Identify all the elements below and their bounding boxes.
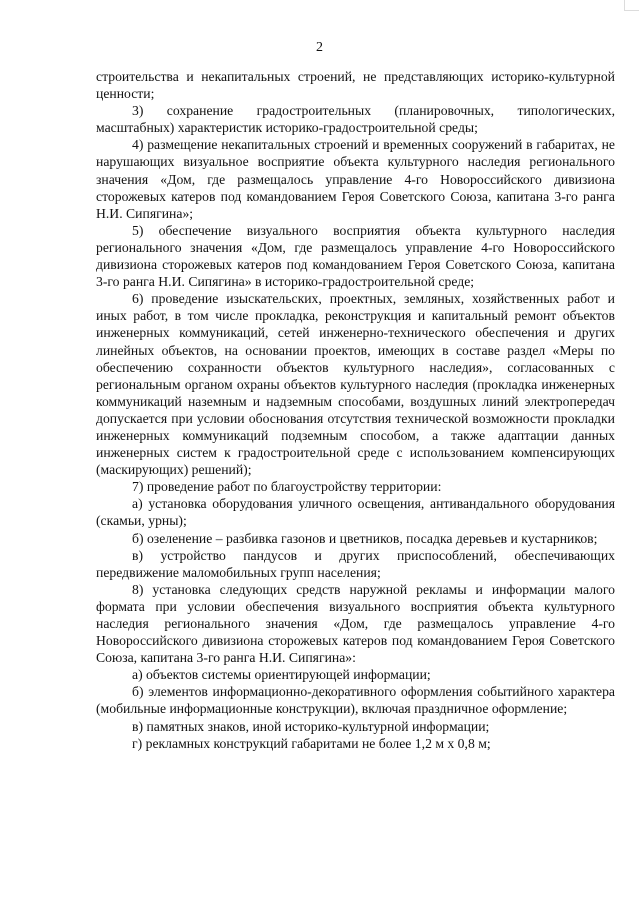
paragraph-item-7a: а) установка оборудования уличного освещения, антивандального оборудования (скамьи, урны);	[96, 496, 615, 529]
paragraph-item-5: 5) обеспечение визуального восприятия объекта культурного наследия регионального значения «Дом, где размещалось управление 4-го Новороссийского дивизиона сторожевых катеров под командованием Героя Советского Союза, капитана 3-го ранга Н.И. Сипягина» в историко-градостроительной среде;	[96, 222, 615, 290]
paragraph-continuation: строительства и некапитальных строений, не представляющих историко-культурной ценности;	[96, 69, 615, 102]
document-body	[96, 68, 615, 752]
paragraph-item-6: 6) проведение изыскательских, проектных, земляных, хозяйственных работ и иных работ, в том числе прокладка, реконструкция и капитальный ремонт объектов инженерных коммуникаций, сетей инженерно-технического обеспечения и других линейных объектов, на основании проектов, имеющих в составе раздел «Меры по обеспечению сохранности объектов культурного наследия», согласованных с региональным органом охраны объектов культурного наследия (прокладка инженерных коммуникаций наземным и надземным способами, воздушных линий электропередач допускается при условии обоснования отсутствия технической возможности прокладки инженерных коммуникаций подземным способом, а также адаптации данных инженерных систем к градостроительной среде с использованием компенсирующих (маскирующих) решений);	[96, 291, 615, 478]
paragraph-item-8b: б) элементов информационно-декоративного оформления событийного характера (мобильные информационные конструкции), включая праздничное оформление;	[96, 684, 615, 717]
paragraph-item-8: 8) установка следующих средств наружной рекламы и информации малого формата при условии обеспечения визуального восприятия объекта культурного наследия регионального значения «Дом, где размещалось управление 4-го Новороссийского дивизиона сторожевых катеров под командованием Героя Советского Союза, капитана 3-го ранга Н.И. Сипягина»:	[96, 581, 615, 666]
paragraph-item-4: 4) размещение некапитальных строений и временных сооружений в габаритах, не нарушающих визуальное восприятие объекта культурного наследия регионального значения «Дом, где размещалось управление 4-го Новороссийского дивизиона сторожевых катеров под командованием Героя Советского Союза, капитана 3-го ранга Н.И. Сипягина»;	[96, 137, 615, 221]
paragraph-item-3: 3) сохранение градостроительных (планировочных, типологических, масштабных) характеристик историко-градостроительной среды;	[96, 103, 615, 136]
paragraph-item-8g: г) рекламных конструкций габаритами не более 1,2 м х 0,8 м;	[132, 735, 491, 751]
paragraph-item-8v: в) памятных знаков, иной историко-культурной информации;	[132, 718, 490, 734]
paragraph-item-8a: а) объектов системы ориентирующей информации;	[132, 667, 431, 683]
paragraph-item-7b: б) озеленение – разбивка газонов и цветников, посадка деревьев и кустарников;	[132, 530, 598, 546]
page-number: 2	[316, 40, 323, 55]
scan-corner-mark	[624, 0, 639, 11]
paragraph-item-7: 7) проведение работ по благоустройству территории:	[132, 479, 442, 495]
paragraph-item-7v: в) устройство пандусов и других приспособлений, обеспечивающих передвижение маломобильных групп населения;	[96, 547, 615, 580]
